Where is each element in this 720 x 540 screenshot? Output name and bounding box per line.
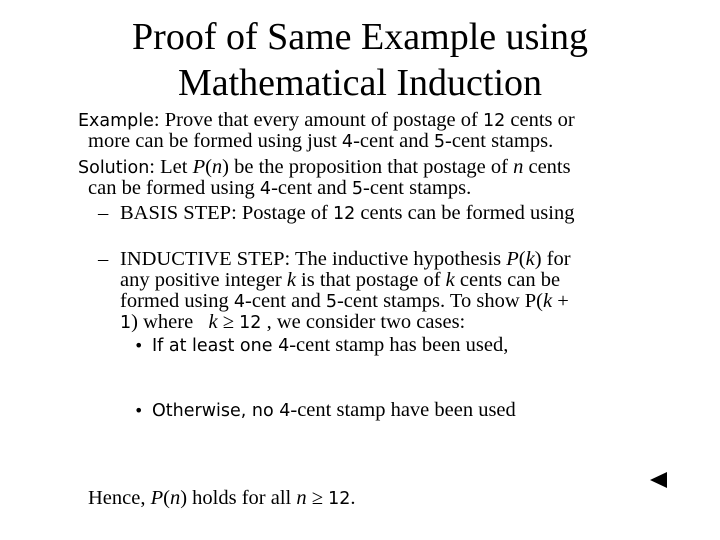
math-P: P [150, 487, 164, 509]
basis-text: BASIS STEP: Postage of [120, 202, 333, 224]
inductive-text-1a: INDUCTIVE STEP: The inductive hypothesis [120, 248, 507, 270]
solution-text-1b: ) be the proposition that postage of [222, 156, 514, 178]
math-P: P [506, 248, 519, 270]
number-4: 4 [279, 401, 291, 421]
case-2-lead: Otherwise, no [152, 401, 280, 421]
solution-text-2a: can be formed using [88, 177, 260, 199]
title-line-1: Proof of Same Example using [132, 16, 588, 58]
inductive-line-4 [120, 311, 465, 334]
hence-text-c: . [350, 487, 356, 509]
number-12: 12 [482, 111, 506, 131]
math-n: n [211, 156, 223, 178]
example-label: Example [78, 111, 154, 131]
math-k: k [208, 311, 218, 333]
case-1 [152, 334, 508, 357]
example-text-2a: more can be formed using just [88, 130, 342, 152]
inductive-line-3 [120, 290, 569, 313]
inductive-text-3b: -cent and [245, 290, 326, 312]
number-4: 4 [341, 132, 354, 152]
case-2 [152, 399, 516, 422]
inductive-text-3a: formed using [120, 290, 234, 312]
solution-line-2 [88, 177, 471, 200]
basis-text-end: cents can be formed using [355, 202, 575, 224]
number-12: 12 [333, 204, 356, 224]
math-P: P [192, 156, 206, 178]
example-text-1-end: cents or [505, 109, 575, 131]
solution-text-1a: : Let [149, 156, 193, 178]
inductive-text-2c: cents can be [454, 269, 561, 291]
solution-text-2c: -cent stamps. [363, 177, 472, 199]
title-line-2: Mathematical Induction [177, 62, 543, 104]
inductive-text-1b: ) for [534, 248, 571, 270]
example-text-2b: -cent and [353, 130, 434, 152]
number-12: 12 [328, 489, 351, 509]
number-5: 5 [433, 132, 446, 152]
solution-line-1: Solution: Let P(n) be the proposition that postage of n cents [78, 156, 571, 178]
hence-text-a: Hence, [88, 487, 151, 509]
example-line-2 [88, 130, 553, 153]
example-text-2c: -cent stamps. [445, 130, 554, 152]
inductive-dash: – [98, 248, 109, 270]
number-1: 1 [120, 313, 132, 333]
inductive-text-4a: ) where [131, 311, 199, 333]
case-2-text: -cent stamp have been used [290, 399, 516, 421]
number-4: 4 [259, 179, 272, 199]
number-12: 12 [239, 313, 262, 333]
math-n: n [169, 487, 181, 509]
number-5: 5 [325, 292, 337, 312]
conclusion-line: Hence, P(n) holds for all n ≥ 12. [88, 487, 356, 509]
basis-step [120, 202, 574, 225]
example-text-1: : Prove that every amount of postage of [153, 109, 483, 131]
left-triangle-icon[interactable] [650, 472, 667, 488]
inductive-line-2 [120, 269, 560, 291]
solution-text-2b: -cent and [271, 177, 352, 199]
solution-label: Solution [78, 158, 150, 178]
math-k: k [525, 248, 535, 270]
solution-text-1c: cents [523, 156, 571, 178]
inductive-text-3c: -cent stamps. To show P( [336, 290, 544, 312]
basis-dash: – [98, 202, 109, 224]
case-1-text: -cent stamp has been used, [289, 334, 509, 356]
inductive-text-2a: any positive integer [120, 269, 287, 291]
hence-text-b: ) holds for all [180, 487, 297, 509]
math-k: k [286, 269, 296, 291]
geq-symbol: ≥ [222, 311, 235, 333]
number-4: 4 [278, 336, 290, 356]
inductive-line-1: INDUCTIVE STEP: The inductive hypothesis P(k) for [120, 248, 571, 270]
math-n: n [513, 156, 524, 178]
number-4: 4 [233, 292, 246, 312]
case-1-lead: If at least one [152, 336, 279, 356]
number-5: 5 [351, 179, 364, 199]
math-n: n [296, 487, 307, 509]
bullet-2: • [134, 401, 144, 420]
inductive-text-2b: is that postage of [295, 269, 446, 291]
bullet-1: • [134, 336, 144, 355]
example-line-1 [78, 109, 575, 132]
math-k: k [445, 269, 455, 291]
inductive-text-3d: + [552, 290, 569, 312]
geq-symbol: ≥ [311, 487, 324, 509]
math-k: k [543, 290, 553, 312]
inductive-text-4b: , we consider two cases: [261, 311, 466, 333]
